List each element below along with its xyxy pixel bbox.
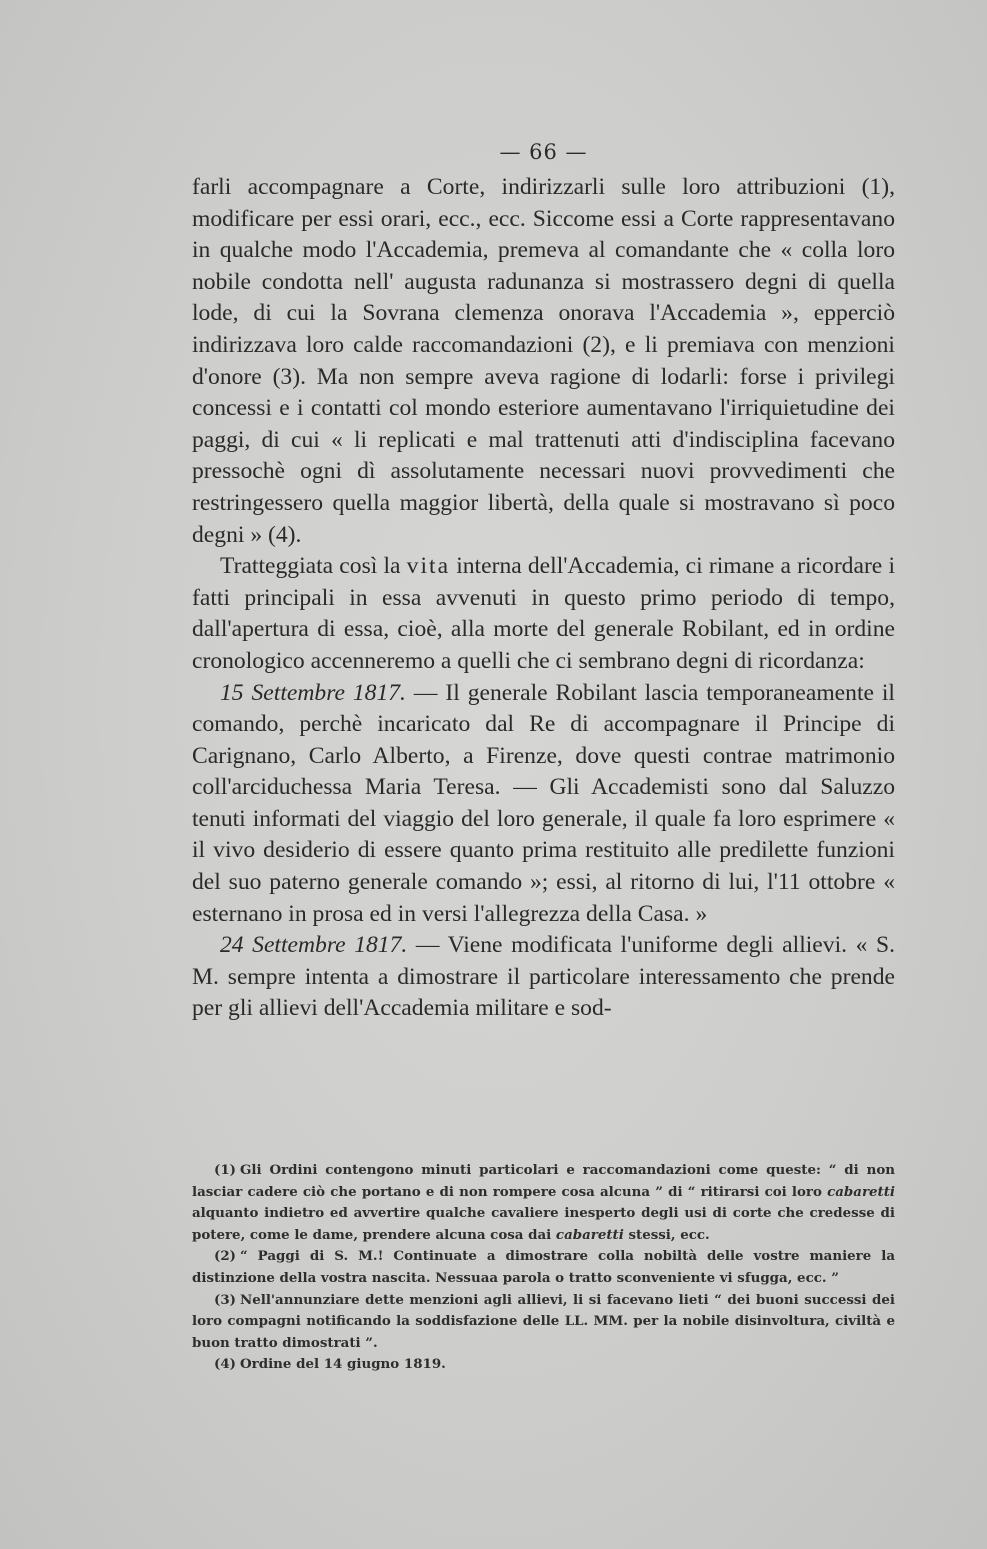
footnote-4	[192, 1354, 895, 1376]
footnote-3	[192, 1290, 895, 1355]
entry-text: — Il generale Robilant lascia temporaneamente il comando, perchè incaricato dal Re di accompagnare il Principe di Carignano, Carlo Alberto, a Firenze, dove questi contrae matrimonio coll'arciduchessa Maria Teresa. — Gli Accademisti sono dal Saluzzo tenuti informati del viaggio del loro generale, il quale fa loro esprimere « il vivo desiderio di essere quanto prima restituito alle predilette funzioni del suo paterno generale comando »; essi, al ritorno di lui, l'11 ottobre « esternano in prosa ed in versi l'allegrezza della Casa. »	[192, 679, 895, 927]
footnote-label: (4)	[214, 1356, 236, 1373]
footnote-1	[192, 1160, 895, 1246]
footnotes	[192, 1160, 895, 1376]
paragraph-2-spaced-word: vita	[406, 553, 451, 580]
entry-date: 15 Settembre 1817.	[220, 679, 406, 706]
footnote-text: Nell'annunziare dette menzioni agli allievi, li si facevano lieti “ dei buoni successi dei loro compagni notificando la soddisfazione delle LL. MM. per la nobile disinvoltura, civiltà e buon tratto dimostrati ”.	[192, 1291, 895, 1351]
paragraph-2-rest: interna dell'Accademia, ci rimane a ricordare i fatti principali in essa avvenuti in questo primo periodo di tempo, dall'apertura di essa, cioè, alla morte del generale Robilant, ed in ordine cronologico accenneremo a quelli che ci sembrano degni di ricordanza:	[192, 553, 895, 674]
paragraph-2	[192, 551, 895, 677]
footnote-text: Gli Ordini contengono minuti particolari e raccomandazioni come queste: “ di non lasciar cadere ciò che portano e di non rompere cosa alcuna ” di “ ritirarsi coi loro	[192, 1162, 895, 1200]
footnote-2	[192, 1246, 895, 1289]
footnote-label: (3)	[214, 1291, 236, 1308]
entry-15-settembre	[192, 678, 895, 931]
page-number: — 66 —	[499, 140, 588, 164]
footnote-text: stessi, ecc.	[623, 1226, 710, 1243]
entry-24-settembre	[192, 930, 895, 1025]
footnote-italic: cabaretti	[827, 1183, 895, 1200]
footnote-italic: cabaretti	[555, 1226, 624, 1243]
main-text	[192, 172, 895, 1025]
paragraph-1: farli accompagnare a Corte, indirizzarli sulle loro attribuzioni (1), modificare per essi orari, ecc., ecc. Siccome essi a Corte rappresentavano in qualche modo l'Accademia, premeva al comandante che « colla loro nobile condotta nell' augusta radunanza si mostrassero degni di quella lode, di cui la Sovrana clemenza onorava l'Accademia », epperciò indirizzava loro calde raccomandazioni (2), e li premiava con menzioni d'onore (3). Ma non sempre aveva ragione di lodarli: forse i privilegi concessi e i contatti col mondo esteriore aumentavano l'irriquietudine dei paggi, di cui « li replicati e mal trattenuti atti d'indisciplina facevano pressochè ogni dì assolutamente necessari nuovi provvedimenti che restringessero quella maggior libertà, della quale si mostravano sì poco degni » (4).	[192, 174, 895, 548]
footnote-text: Ordine del 14 giugno 1819.	[240, 1356, 446, 1373]
footnote-label: (1)	[214, 1162, 236, 1178]
footnote-text: alquanto indietro ed avvertire qualche cavaliere inesperto degli usi di corte che credesse di potere, come le dame, prendere alcuna cosa dai	[192, 1205, 895, 1243]
entry-text: — Viene modificata l'uniforme degli allievi. « S. M. sempre intenta a dimostrare il particolare interessamento che prende per gli allievi dell'Accademia militare e sod-	[192, 932, 895, 1022]
footnote-text: “ Paggi di S. M.! Continuate a dimostrare colla nobiltà delle vostre maniere la distinzione della vostra nascita. Nessuaa parola o tratto sconveniente vi sfugga, ecc. ”	[192, 1248, 895, 1286]
paragraph-2-start: Tratteggiata così la	[220, 553, 407, 580]
footnote-label: (2)	[214, 1248, 236, 1265]
entry-date: 24 Settembre 1817.	[220, 932, 408, 959]
